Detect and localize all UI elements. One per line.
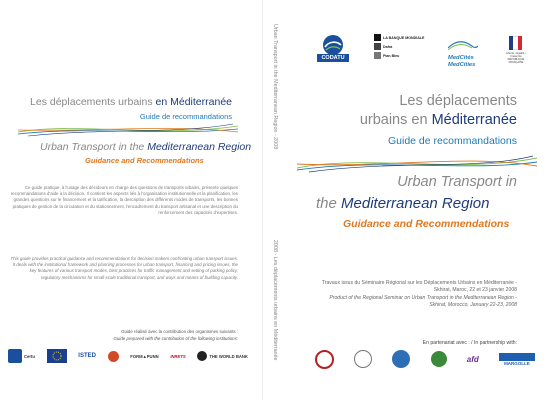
back-title-fr-highlight: en Méditerranée — [155, 96, 232, 108]
world-bank-logo — [197, 351, 248, 361]
unesco-logo-icon — [354, 350, 372, 368]
margolle-mark-icon — [499, 353, 535, 361]
cerema-mark-icon — [108, 351, 119, 362]
front-subtitle-fr: Guide de recommandations — [388, 135, 517, 147]
front-cover — [285, 0, 549, 400]
front-title-en-highlight: Mediterranean Region — [341, 195, 490, 212]
inrets-logo — [170, 354, 185, 359]
plan-bleu-row — [374, 51, 444, 60]
plan-bleu-icon — [374, 52, 381, 59]
inrets-label: INRETS — [170, 353, 186, 359]
forma-label: FORM▲PUNN — [130, 353, 159, 359]
certu-mark-icon — [8, 349, 22, 363]
medcites-wave-icon — [448, 40, 478, 50]
decorative-swirl-lines — [18, 120, 238, 140]
certu-logo — [8, 349, 35, 363]
margolle-label: MARGOLLE — [504, 360, 530, 366]
codatu-label: CODATU — [317, 54, 349, 62]
spine-title-en: Urban Transport in the Mediterranean Region - 2008 — [272, 24, 278, 150]
kingdom-morocco-logo-icon — [315, 350, 334, 369]
plan-bleu-label: Plan Bleu — [383, 53, 400, 58]
world-bank-dafra-logos — [374, 33, 444, 61]
front-title-fr-line2-prefix: urbains en — [359, 112, 428, 128]
medcites-label-fr: MedCités — [448, 55, 474, 61]
urban-council-logo-icon — [431, 351, 447, 367]
eu-flag-logo — [47, 349, 67, 363]
back-title-en — [40, 141, 251, 153]
back-partners-label-fr: Guide réalisé avec la contribution des organismes suivants : — [121, 329, 238, 334]
medcites-label-en: MedCities — [448, 62, 476, 68]
back-title-fr — [0, 96, 232, 108]
seminar-note-en: Product of the Regional Seminar on Urban Transport in the Mediterranean Region - Skhirat, Morocco, January 22-23, 2008 — [329, 295, 517, 308]
front-partner-logos — [315, 347, 535, 371]
back-description-en: This guide provides practical guidance and recommendations for decision makers confronting urban transport issues. It deals with the institutional framework and planning processes for urban transport, financing and pricing issues, the key features of various transport modes, best practices for traffic management and setting of parking policy, regulatory mechanisms for small-scale traditional transport, and ways and means of building capacity. — [10, 256, 238, 280]
margolle-logo — [499, 353, 535, 366]
front-title-en-line2-prefix: the — [316, 195, 337, 212]
front-title-en-line1: Urban Transport in — [397, 174, 517, 190]
french-republic-label: Liberté • Égalité • Fraternité RÉPUBLIQUE FRANÇAISE — [506, 52, 526, 64]
dafra-icon — [374, 43, 381, 50]
back-partner-logos — [8, 345, 248, 367]
back-cover — [0, 0, 262, 400]
dafra-label: Dafra — [383, 44, 393, 49]
world-bank-label: THE WORLD BANK — [209, 353, 248, 359]
french-republic-flag-icon — [509, 36, 522, 50]
spine — [262, 0, 287, 400]
front-decorative-swirl-lines — [297, 150, 537, 176]
back-title-en-highlight: Mediterranean Region — [147, 141, 252, 153]
back-subtitle-fr: Guide de recommandations — [139, 112, 232, 121]
isted-label: ISTED — [78, 353, 96, 359]
cerema-logo — [108, 351, 119, 362]
eu-flag-icon — [47, 349, 67, 363]
front-title-fr-line1: Les déplacements — [399, 93, 517, 109]
afd-logo-icon: afd — [466, 354, 479, 364]
back-title-fr-prefix: Les déplacements urbains — [30, 96, 153, 108]
spine-text — [268, 12, 281, 388]
certu-label: Certu — [24, 353, 35, 359]
banque-mondiale-row — [374, 33, 444, 42]
world-bank-mark-icon — [197, 351, 207, 361]
spine-title-fr: 2008 - Les déplacements urbains en Méditerranée — [272, 240, 278, 361]
dafra-row — [374, 42, 444, 51]
medcites-logo — [448, 37, 490, 68]
back-title-en-prefix: Urban Transport in the — [40, 141, 145, 153]
back-partners-label-en: Guide prepared with the contribution of the following institutions: — [113, 336, 238, 341]
front-title-fr-line2 — [285, 112, 517, 128]
banque-mondiale-icon — [374, 34, 381, 41]
partnership-label: En partenariat avec : / In partnership with: — [422, 340, 517, 346]
front-title-fr-highlight: Méditerranée — [431, 112, 517, 128]
back-description-fr: Ce guide pratique, à l'usage des décideurs en charge des questions de transports urbains, présente quelques recommandations d'aide à la décision. Il contient les aspects liés à l'organisation institutionnelle et la planification, les grandes questions sur le financement et la tarification, la description des différents modes de transports, les bonnes pratiques de gestion de la circulation et du stationnement, l'encadrement du transport artisanal et une description du renforcement des capacités d'expertises. — [10, 185, 238, 215]
back-subtitle-en: Guidance and Recommendations — [85, 156, 204, 165]
forma-logo — [130, 354, 158, 359]
seminar-note-fr: Travaux issus du Séminaire Régional sur les Déplacements Urbains en Méditerranée - Skhirat, Maroc, 22 et 23 janvier 2008 — [321, 280, 517, 293]
front-subtitle-en: Guidance and Recommendations — [343, 218, 510, 230]
isted-logo — [78, 353, 96, 359]
banque-mondiale-label: LA BANQUE MONDIALE — [383, 35, 425, 40]
unep-logo-icon — [392, 350, 410, 368]
front-title-en-line2 — [316, 195, 489, 212]
